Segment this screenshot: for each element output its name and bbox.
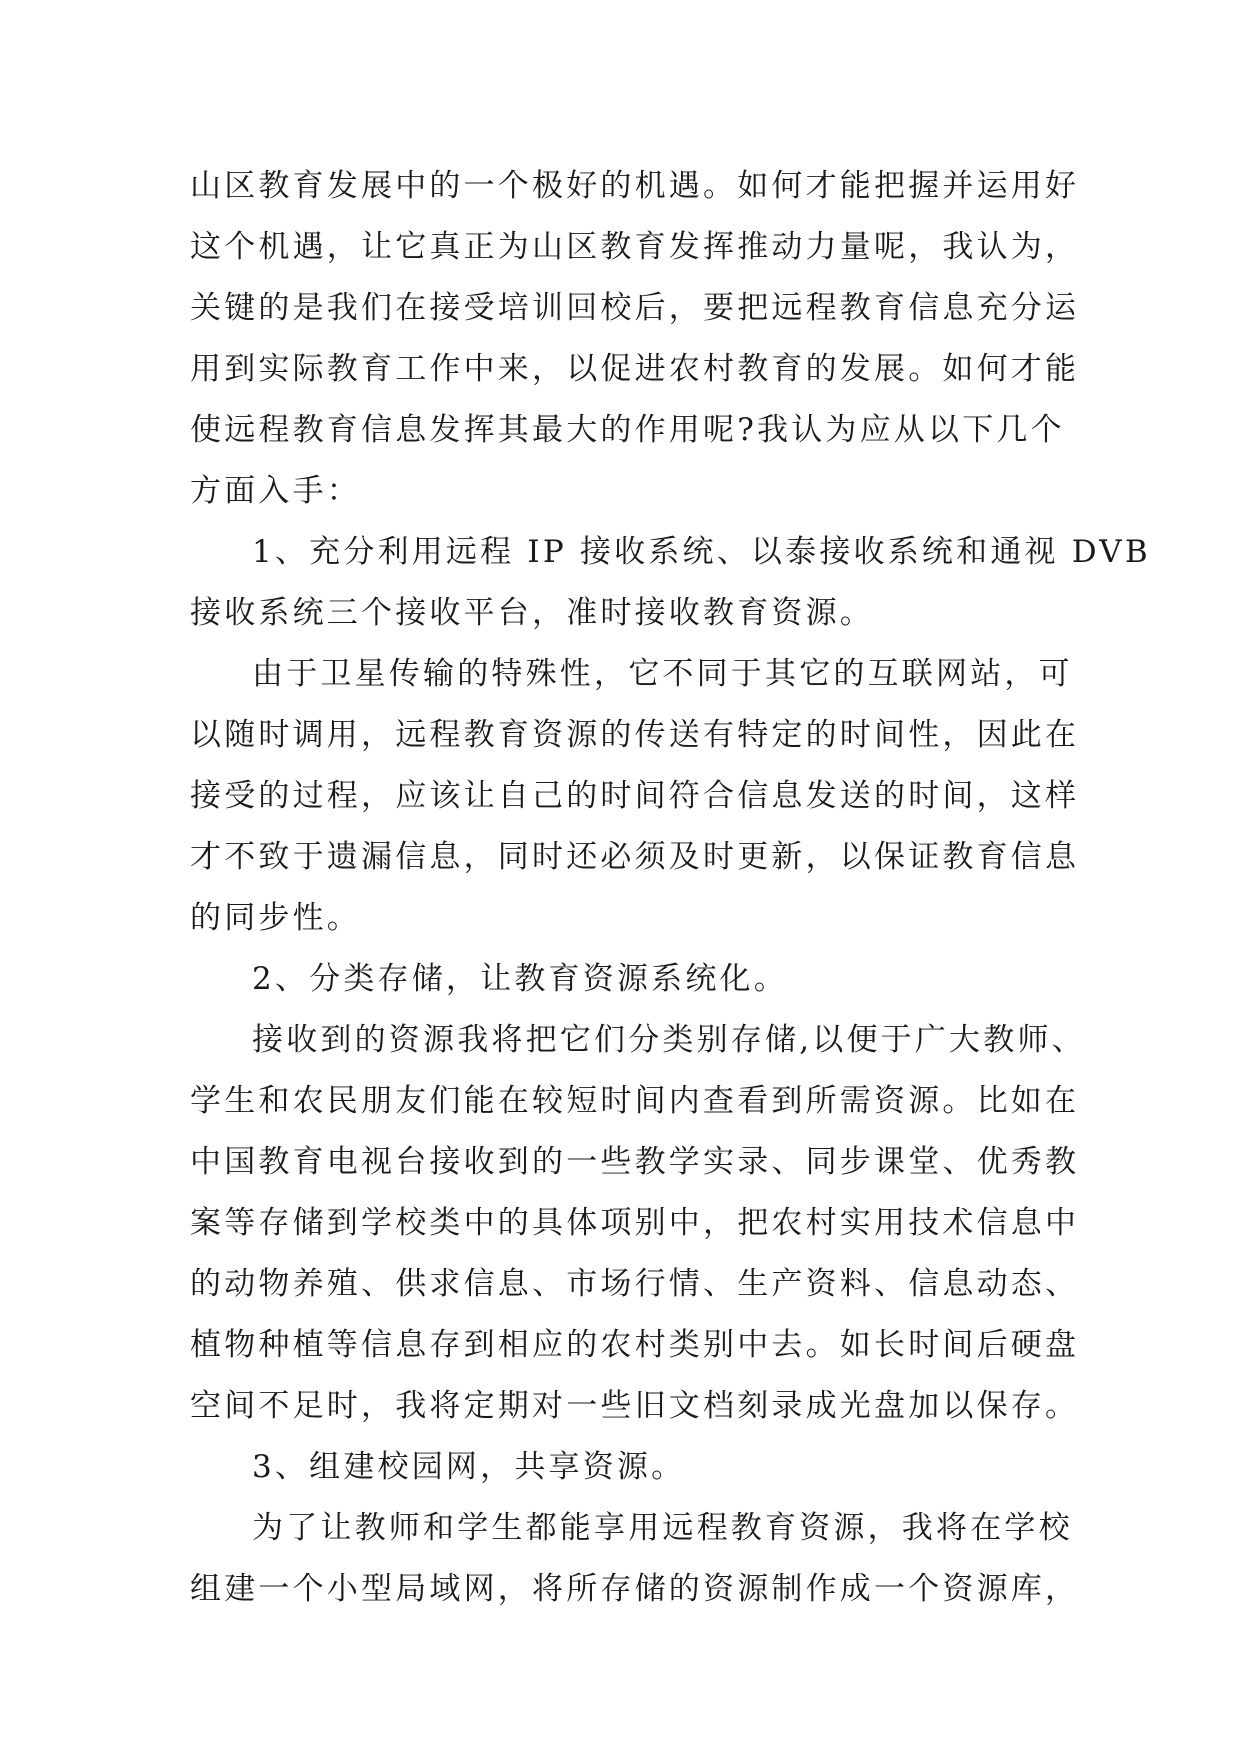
body-text-line: 中国教育电视台接收到的一些教学实录、同步课堂、优秀教	[190, 1144, 1080, 1180]
section-heading-1-continued: 接收系统三个接收平台，准时接收教育资源。	[190, 595, 874, 631]
paragraph-start: 由于卫星传输的特殊性，它不同于其它的互联网站，可	[252, 656, 1073, 692]
section-heading-2: 2、分类存储，让教育资源系统化。	[252, 961, 788, 997]
paragraph-start: 接收到的资源我将把它们分类别存储,以便于广大教师、	[252, 1022, 1086, 1058]
body-text-line: 接受的过程，应该让自己的时间符合信息发送的时间，这样	[190, 778, 1080, 814]
body-text-line: 以随时调用，远程教育资源的传送有特定的时间性，因此在	[190, 717, 1080, 753]
body-text-line: 案等存储到学校类中的具体项别中，把农村实用技术信息中	[190, 1205, 1080, 1241]
body-text-line: 这个机遇，让它真正为山区教育发挥推动力量呢，我认为，	[190, 229, 1080, 265]
body-text-line: 使远程教育信息发挥其最大的作用呢?我认为应从以下几个	[190, 412, 1065, 448]
paragraph-start: 为了让教师和学生都能享用远程教育资源，我将在学校	[252, 1510, 1073, 1546]
body-text-line: 关键的是我们在接受培训回校后，要把远程教育信息充分运	[190, 290, 1080, 326]
body-text-line: 才不致于遗漏信息，同时还必须及时更新，以保证教育信息	[190, 839, 1080, 875]
body-text-line: 方面入手：	[190, 473, 361, 509]
body-text-line: 用到实际教育工作中来，以促进农村教育的发展。如何才能	[190, 351, 1080, 387]
section-heading-1: 1、充分利用远程 IP 接收系统、以泰接收系统和通视 DVB	[252, 534, 1151, 570]
section-heading-3: 3、组建校园网，共享资源。	[252, 1449, 686, 1485]
body-text-line: 组建一个小型局域网，将所存储的资源制作成一个资源库，	[190, 1571, 1080, 1607]
body-text-line: 空间不足时，我将定期对一些旧文档刻录成光盘加以保存。	[190, 1388, 1080, 1424]
body-text-line: 学生和农民朋友们能在较短时间内查看到所需资源。比如在	[190, 1083, 1080, 1119]
body-text-line: 植物种植等信息存到相应的农村类别中去。如长时间后硬盘	[190, 1327, 1080, 1363]
body-text-line: 山区教育发展中的一个极好的机遇。如何才能把握并运用好	[190, 168, 1080, 204]
body-text-line: 的同步性。	[190, 900, 361, 936]
body-text-line: 的动物养殖、供求信息、市场行情、生产资料、信息动态、	[190, 1266, 1080, 1302]
